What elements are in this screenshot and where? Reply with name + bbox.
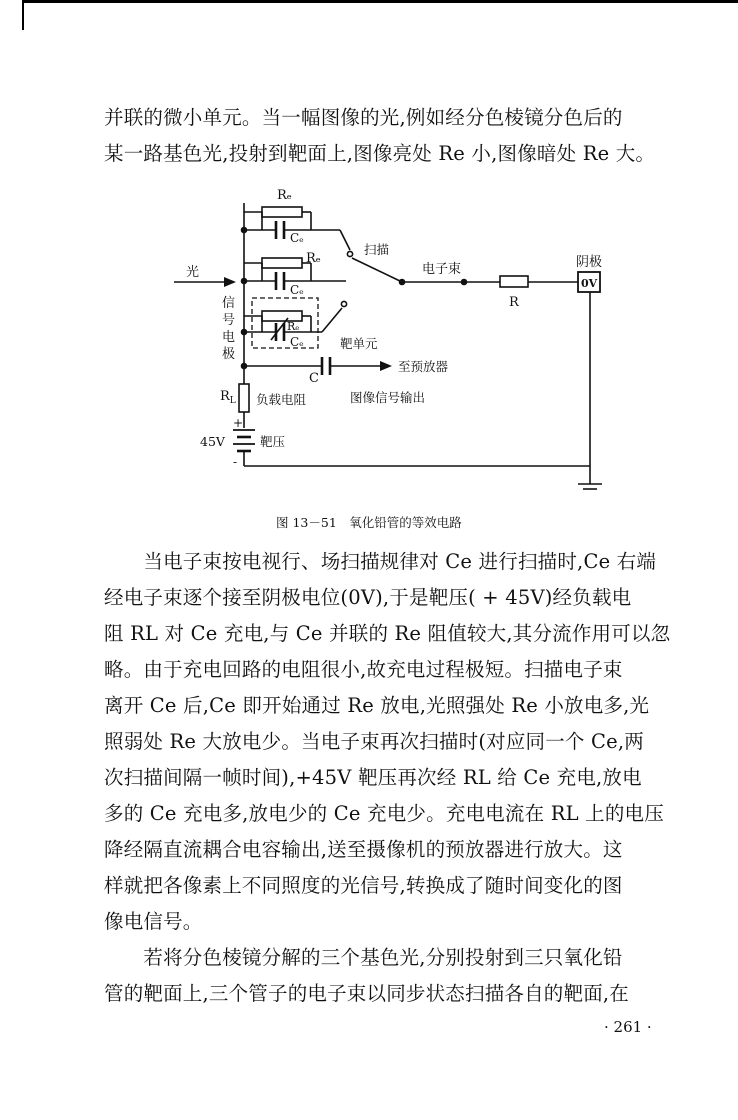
equivalent-circuit-figure: [0, 0, 738, 520]
body-line-8: 多的 Ce 充电多,放电少的 Ce 充电少。充电电流在 RL 上的电压: [104, 802, 664, 825]
target-unit-label: 靶单元: [340, 336, 378, 351]
body-line-9: 降经隔直流耦合电容输出,送至摄像机的预放器进行放大。这: [104, 838, 623, 861]
body-line-1: 当电子束按电视行、场扫描规律对 Ce 进行扫描时,Ce 右端: [104, 550, 657, 573]
cathode-label: 阴极: [576, 255, 603, 270]
re-bot-label: Rₑ: [287, 320, 300, 333]
body-line-11: 像电信号。: [104, 910, 203, 933]
intro-line-1: 并联的微小单元。当一幅图像的光,例如经分色棱镜分色后的: [104, 106, 623, 129]
body-line-3: 阻 RL 对 Ce 充电,与 Ce 并联的 Re 阻值较大,其分流作用可以忽: [104, 622, 671, 645]
body-line-7: 次扫描间隔一帧时间),+45V 靶压再次经 RL 给 Ce 充电,放电: [104, 766, 642, 789]
body-line-2: 经电子束逐个接至阴极电位(0V),于是靶压( + 45V)经负载电: [104, 586, 632, 609]
r-label: R: [509, 295, 519, 310]
signal-electrode-char-2: 号: [222, 313, 236, 328]
rl-label: $R_L$: [220, 389, 236, 406]
signal-electrode-char-1: 信: [222, 296, 236, 311]
re-mid-label: Rₑ: [306, 251, 321, 266]
ce-mid-label: Cₑ: [290, 283, 304, 297]
light-label: 光: [186, 265, 200, 280]
ce-bot-label: Cₑ: [290, 335, 304, 349]
scan-label: 扫描: [364, 242, 390, 257]
ov-label: 0V: [581, 277, 598, 290]
to-preamp-label: 至预放器: [398, 359, 449, 374]
figure-caption: 图 13－51 氧化铅管的等效电路: [276, 515, 462, 530]
voltage-label: 45V: [200, 434, 225, 449]
intro-line-2: 某一路基色光,投射到靶面上,图像亮处 Re 小,图像暗处 Re 大。: [104, 142, 656, 165]
minus-label: -: [233, 455, 238, 469]
ce-top-label: Cₑ: [290, 231, 304, 245]
body-line-12: 若将分色棱镜分解的三个基色光,分别投射到三只氧化铅: [104, 946, 623, 969]
c-label: C: [309, 371, 319, 386]
body-line-6: 照弱处 Re 大放电少。当电子束再次扫描时(对应同一个 Ce,两: [104, 730, 644, 753]
signal-out-label: 图像信号输出: [350, 390, 426, 405]
body-line-10: 样就把各像素上不同照度的光信号,转换成了随时间变化的图: [104, 874, 623, 897]
body-line-4: 略。由于充电回路的电阻很小,故充电过程极短。扫描电子束: [104, 658, 623, 681]
re-top-label: Rₑ: [277, 188, 292, 203]
signal-electrode-char-4: 极: [222, 347, 236, 362]
signal-electrode-char-3: 电: [222, 330, 236, 345]
beam-label: 电子束: [422, 262, 462, 277]
body-line-13: 管的靶面上,三个管子的电子束以同步状态扫描各自的靶面,在: [104, 982, 629, 1005]
plus-label: +: [233, 416, 244, 430]
page-number: · 261 ·: [604, 1018, 652, 1036]
target-voltage-label: 靶压: [260, 434, 286, 449]
body-line-5: 离开 Ce 后,Ce 即开始通过 Re 放电,光照强处 Re 小放电多,光: [104, 694, 650, 717]
load-res-label: 负载电阻: [256, 392, 307, 407]
